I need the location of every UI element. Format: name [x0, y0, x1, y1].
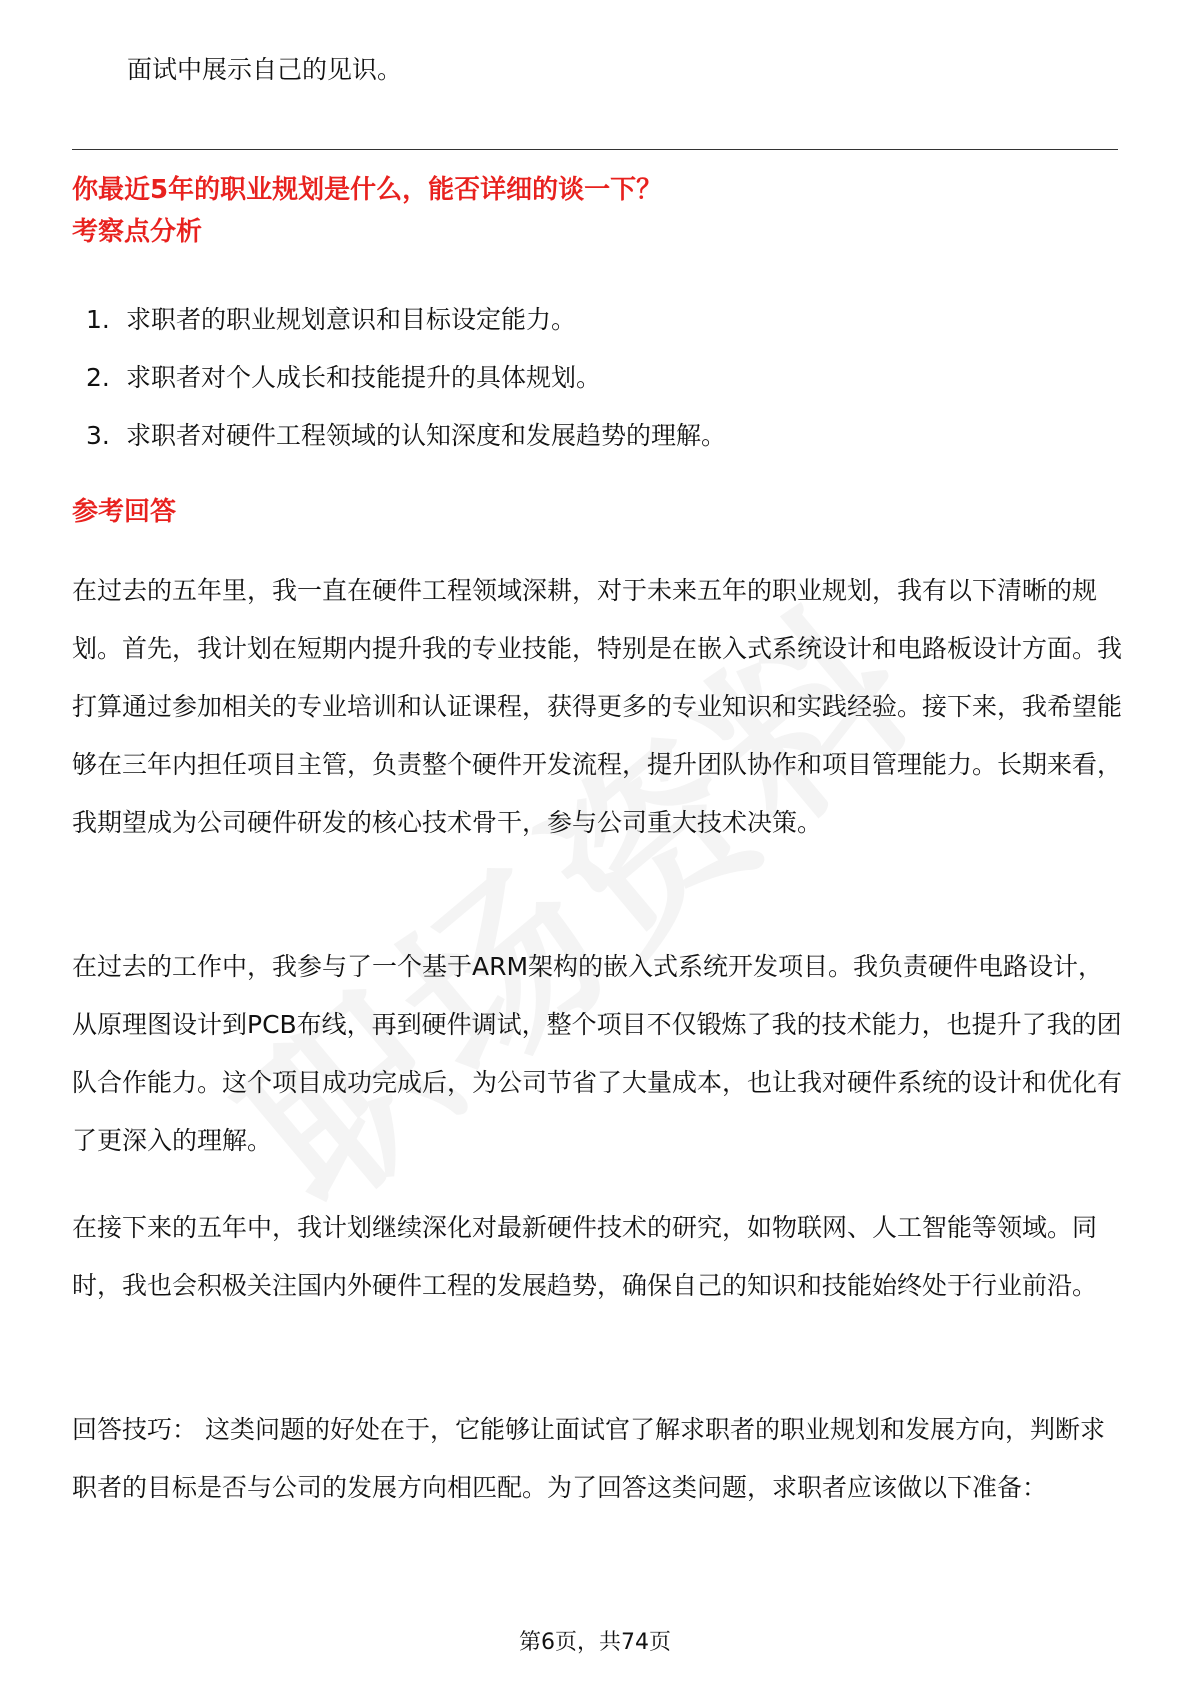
answer-tips-paragraph: 回答技巧： 这类问题的好处在于，它能够让面试官了解求职者的职业规划和发展方向，判断求职者的目标是否与公司的发展方向相匹配。为了回答这类问题，求职者应该做以下准备： — [72, 1415, 1105, 1502]
analysis-heading: 考察点分析 — [72, 217, 203, 247]
list-item-text: 求职者对硬件工程领域的认知深度和发展趋势的理解。 — [126, 421, 727, 450]
list-item-text: 求职者的职业规划意识和目标设定能力。 — [126, 305, 577, 334]
answer-paragraph: 在接下来的五年中，我计划继续深化对最新硬件技术的研究，如物联网、人工智能等领域。同时，我也会积极关注国内外硬件工程的发展趋势，确保自己的知识和技能始终处于行业前沿。 — [72, 1213, 1098, 1300]
list-item — [86, 360, 726, 418]
answer-paragraph: 在过去的五年里，我一直在硬件工程领域深耕，对于未来五年的职业规划，我有以下清晰的规划。首先，我计划在短期内提升我的专业技能，特别是在嵌入式系统设计和电路板设计方面。我打算通过参加相关的专业培训和认证课程，获得更多的专业知识和实践经验。接下来，我希望能够在三年内担任项目主管，负责整个硬件开发流程，提升团队协作和项目管理能力。长期来看，我期望成为公司硬件研发的核心技术骨干，参与公司重大技术决策。 — [72, 576, 1123, 837]
continued-text: 面试中展示自己的见识。 — [127, 55, 403, 84]
answer-paragraph: 在过去的工作中，我参与了一个基于ARM架构的嵌入式系统开发项目。我负责硬件电路设计，从原理图设计到PCB布线，再到硬件调试，整个项目不仅锻炼了我的技术能力，也提升了我的团队合作能力。这个项目成功完成后，为公司节省了大量成本，也让我对硬件系统的设计和优化有了更深入的理解。 — [72, 952, 1123, 1155]
page-number: 第6页，共74页 — [519, 1630, 671, 1655]
answer-heading: 参考回答 — [72, 497, 177, 527]
list-item-number: 2. — [86, 363, 110, 392]
list-item-number: 1. — [86, 305, 110, 334]
list-item-number: 3. — [86, 421, 110, 450]
section-divider — [72, 149, 1118, 150]
list-item — [86, 302, 726, 360]
analysis-point-list — [86, 302, 726, 476]
list-item-text: 求职者对个人成长和技能提升的具体规划。 — [126, 363, 602, 392]
list-item — [86, 418, 726, 476]
question-heading: 你最近5年的职业规划是什么，能否详细的谈一下？ — [72, 175, 663, 205]
